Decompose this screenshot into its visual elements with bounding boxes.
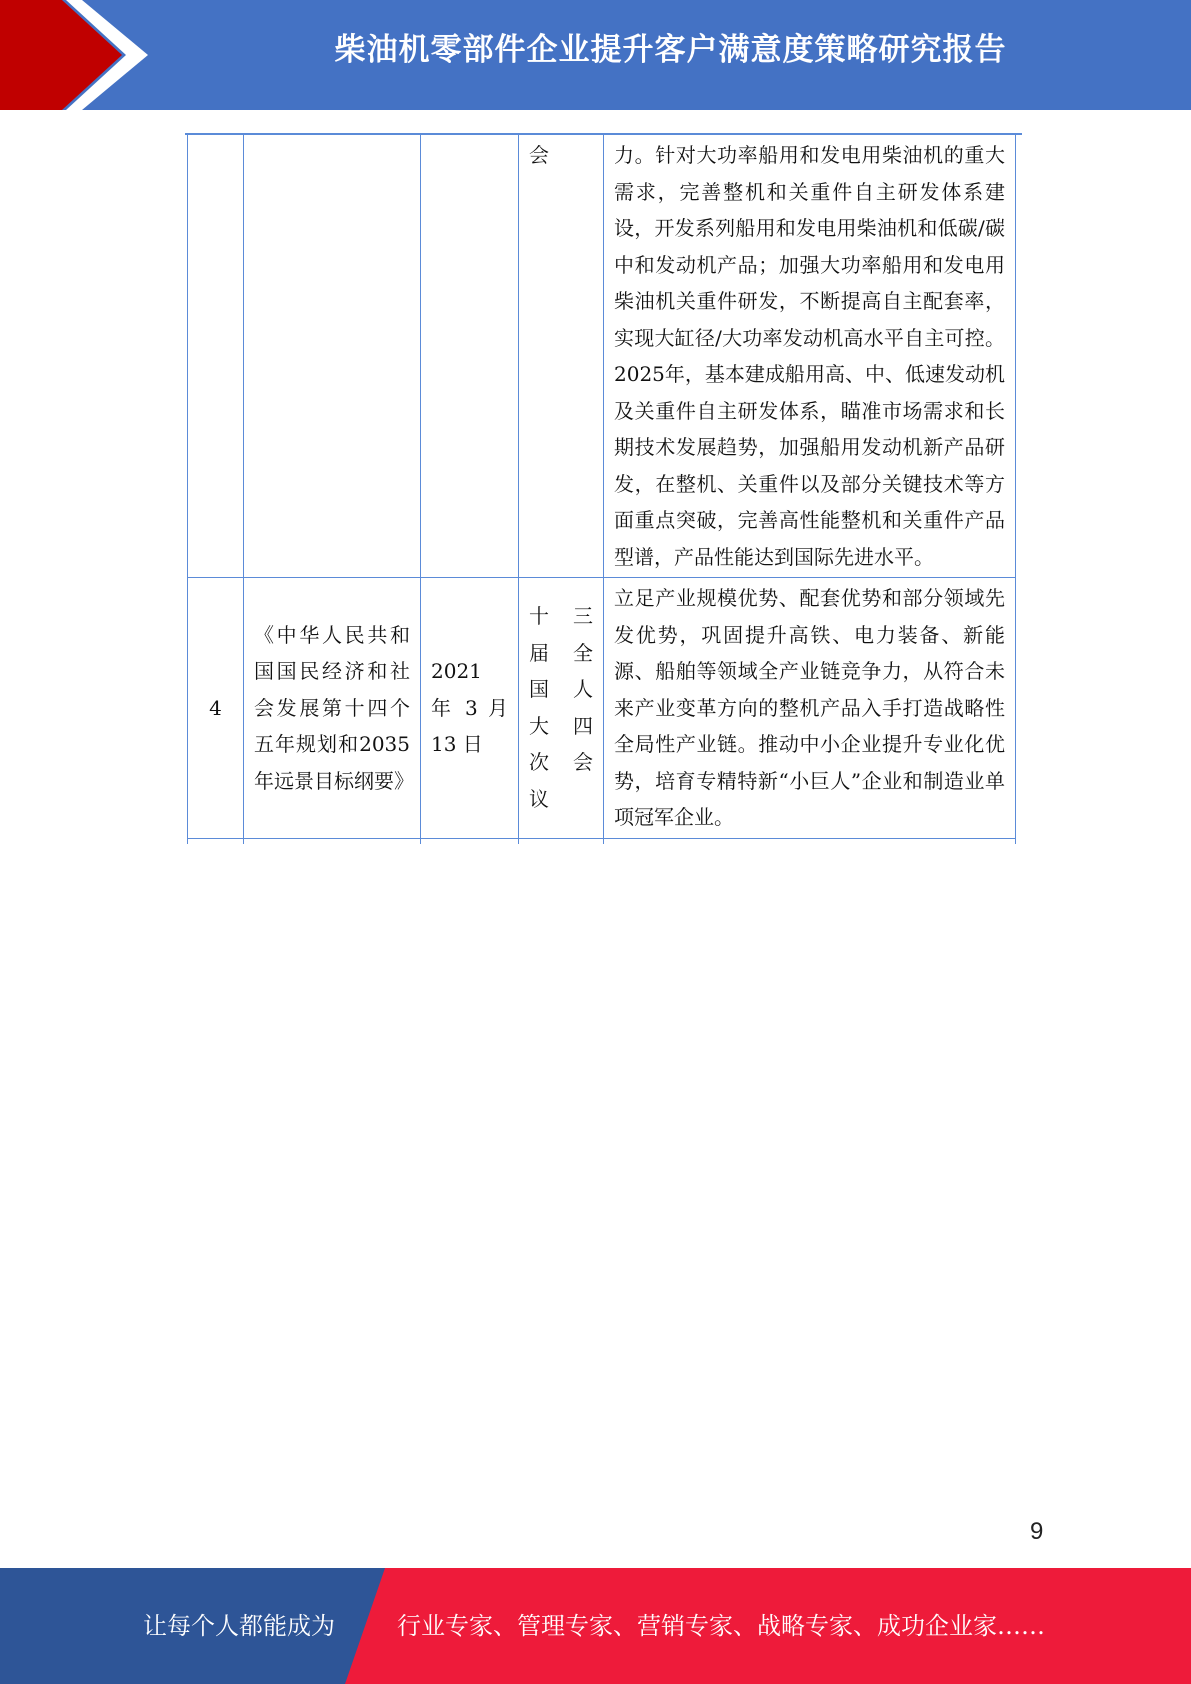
footer-slogan-right: 行业专家、管理专家、营销专家、战略专家、成功企业家…… — [397, 1612, 1045, 1640]
department-cell: 十 三 届 全 国 人 大 四 次 会 议 — [519, 578, 604, 839]
table-row-continuation — [188, 838, 1016, 844]
number-cell — [188, 135, 244, 578]
policy-table — [187, 134, 1016, 844]
header-arrow-decoration — [0, 0, 150, 110]
content-cell: 力。针对大功率船用和发电用柴油机的重大需求，完善整机和关重件自主研发体系建设，开发系列船用和发电用柴油机和低碳/碳中和发动机产品；加强大功率船用和发电用柴油机关重件研发，不断提高自主配套率，实现大缸径/大功率发动机高水平自主可控。2025年，基本建成船用高、中、低速发动机及关重件自主研发体系，瞄准市场需求和长期技术发展趋势，加强船用发动机新产品研发，在整机、关重件以及部分关键技术等方面重点突破，完善高性能整机和关重件产品型谱，产品性能达到国际先进水平。 — [604, 135, 1016, 578]
date-cell — [421, 135, 519, 578]
number-cell: 4 — [188, 578, 244, 839]
page-footer — [0, 1568, 1191, 1684]
page-number: 9 — [1030, 1518, 1044, 1545]
title-cell: 《中华人民共和国国民经济和社会发展第十四个五年规划和2035年远景目标纲要》 — [244, 578, 421, 839]
table-row — [188, 135, 1016, 578]
title-cell — [244, 135, 421, 578]
date-cell: 2021 年 3 月 13 日 — [421, 578, 519, 839]
footer-slogan-left: 让每个人都能成为 — [143, 1612, 335, 1640]
table-row — [188, 578, 1016, 839]
content-cell: 立足产业规模优势、配套优势和部分领域先发优势，巩固提升高铁、电力装备、新能源、船舶等领域全产业链竞争力，从符合未来产业变革方向的整机产品入手打造战略性全局性产业链。推动中小企业提升专业化优势，培育专精特新“小巨人”企业和制造业单项冠军企业。 — [604, 578, 1016, 839]
report-title: 柴油机零部件企业提升客户满意度策略研究报告 — [334, 32, 1007, 68]
department-cell: 会 — [519, 135, 604, 578]
page-header — [0, 0, 1191, 110]
